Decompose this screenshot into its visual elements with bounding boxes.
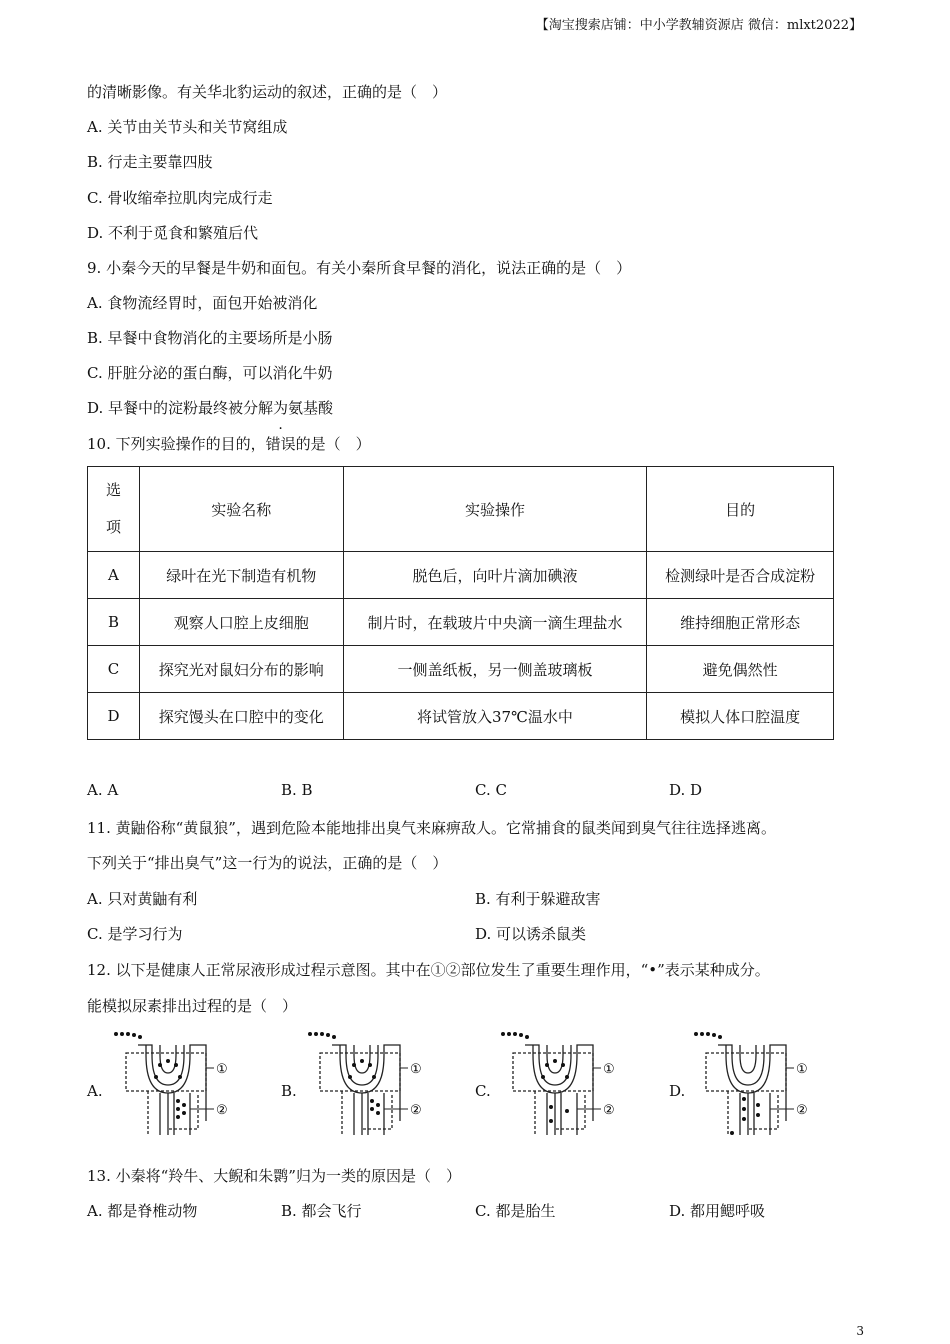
q9-option-c: C. 肝脏分泌的蛋白酶，可以消化牛奶 <box>87 364 333 382</box>
marker-1: ① <box>796 1062 808 1077</box>
q8-option-d: D. 不利于觅食和繁殖后代 <box>87 224 259 242</box>
q9-stem: 9. 小秦今天的早餐是牛奶和面包。有关小秦所食早餐的消化，说法正确的是（ ） <box>87 259 632 277</box>
table-header-cell <box>88 467 140 552</box>
q10-option-c: C. C <box>475 781 507 799</box>
table-row <box>88 599 834 646</box>
table-header-cell: 实验操作 <box>343 467 647 552</box>
nephron-diagram-d <box>688 1025 818 1140</box>
table-cell: 观察人口腔上皮细胞 <box>139 599 343 646</box>
table-cell: C <box>88 646 140 693</box>
table-cell: 避免偶然性 <box>647 646 834 693</box>
q12-label-c: C. <box>475 1082 491 1100</box>
q10-option-b: B. B <box>281 781 313 799</box>
q10-stem-suffix: 的是（ ） <box>295 435 371 453</box>
q11-option-d: D. 可以诱杀鼠类 <box>475 925 587 943</box>
table-header-cell: 实验名称 <box>139 467 343 552</box>
q11-stem-line2: 下列关于“排出臭气”这一行为的说法，正确的是（ ） <box>87 854 448 872</box>
nephron-diagram-b <box>302 1025 432 1140</box>
q13-option-c: C. 都是胎生 <box>475 1202 556 1220</box>
q12-label-a: A. <box>87 1082 103 1100</box>
marker-1: ① <box>410 1062 422 1077</box>
table-header-row <box>88 467 834 552</box>
page-header: 【淘宝搜索店铺：中小学教辅资源店 微信：mlxt2022】 <box>535 18 862 33</box>
table-row <box>88 693 834 740</box>
q13-option-a: A. 都是脊椎动物 <box>87 1202 198 1220</box>
q12-label-b: B. <box>281 1082 297 1100</box>
q11-stem-line1: 11. 黄鼬俗称“黄鼠狼”，遇到危险本能地排出臭气来麻痹敌人。它常捕食的鼠类闻到臭气往往选择逃离。 <box>87 819 776 837</box>
q9-option-a: A. 食物流经胃时，面包开始被消化 <box>87 294 318 312</box>
table-cell: A <box>88 552 140 599</box>
q11-option-b: B. 有利于躲避敌害 <box>475 890 601 908</box>
q10-option-d: D. D <box>669 781 703 799</box>
q10-stem <box>87 433 371 454</box>
marker-2: ② <box>603 1103 615 1118</box>
q9-option-b: B. 早餐中食物消化的主要场所是小肠 <box>87 329 333 347</box>
q8-option-c: C. 骨收缩牵拉肌肉完成行走 <box>87 189 273 207</box>
q8-option-b: B. 行走主要靠四肢 <box>87 153 213 171</box>
marker-2: ② <box>216 1103 228 1118</box>
table-row <box>88 552 834 599</box>
q8-option-a: A. 关节由关节头和关节窝组成 <box>87 118 288 136</box>
table-row <box>88 646 834 693</box>
marker-1: ① <box>603 1062 615 1077</box>
table-cell: B <box>88 599 140 646</box>
q13-stem: 13. 小秦将“羚牛、大鲵和朱鹮”归为一类的原因是（ ） <box>87 1167 461 1185</box>
q10-stem-prefix: 10. 下列实验操作的目的， <box>87 435 266 453</box>
table-cell: 检测绿叶是否合成淀粉 <box>647 552 834 599</box>
table-cell: D <box>88 693 140 740</box>
q12-label-d: D. <box>669 1082 686 1100</box>
q13-option-b: B. 都会飞行 <box>281 1202 362 1220</box>
marker-2: ② <box>410 1103 422 1118</box>
q11-option-a: A. 只对黄鼬有利 <box>87 890 198 908</box>
table-header-cell: 目的 <box>647 467 834 552</box>
marker-1: ① <box>216 1062 228 1077</box>
q11-option-c: C. 是学习行为 <box>87 925 183 943</box>
q8-stem: 的清晰影像。有关华北豹运动的叙述，正确的是（ ） <box>87 83 448 101</box>
q12-stem-line2: 能模拟尿素排出过程的是（ ） <box>87 997 298 1015</box>
table-cell: 脱色后，向叶片滴加碘液 <box>343 552 647 599</box>
table-cell: 探究馒头在口腔中的变化 <box>139 693 343 740</box>
table-cell: 一侧盖纸板，另一侧盖玻璃板 <box>343 646 647 693</box>
q9-option-d: D. 早餐中的淀粉最终被分解为氨基酸 <box>87 399 334 417</box>
table-cell: 探究光对鼠妇分布的影响 <box>139 646 343 693</box>
nephron-diagram-c <box>495 1025 625 1140</box>
page-number: 3 <box>856 1324 864 1338</box>
q13-option-d: D. 都用鳃呼吸 <box>669 1202 766 1220</box>
table-cell: 绿叶在光下制造有机物 <box>139 552 343 599</box>
nephron-diagram-a <box>108 1025 238 1140</box>
table-cell: 将试管放入37℃温水中 <box>343 693 647 740</box>
q10-stem-emphasis: 错误 <box>265 435 296 453</box>
q12-stem-line1: 12. 以下是健康人正常尿液形成过程示意图。其中在①②部位发生了重要生理作用，“•”表示某种成分。 <box>87 961 770 979</box>
header-option-label: 选项 <box>105 481 121 536</box>
q10-option-a: A. A <box>87 781 119 799</box>
table-cell: 维持细胞正常形态 <box>647 599 834 646</box>
marker-2: ② <box>796 1103 808 1118</box>
table-cell: 模拟人体口腔温度 <box>647 693 834 740</box>
table-cell: 制片时，在载玻片中央滴一滴生理盐水 <box>343 599 647 646</box>
experiment-table <box>87 466 834 740</box>
